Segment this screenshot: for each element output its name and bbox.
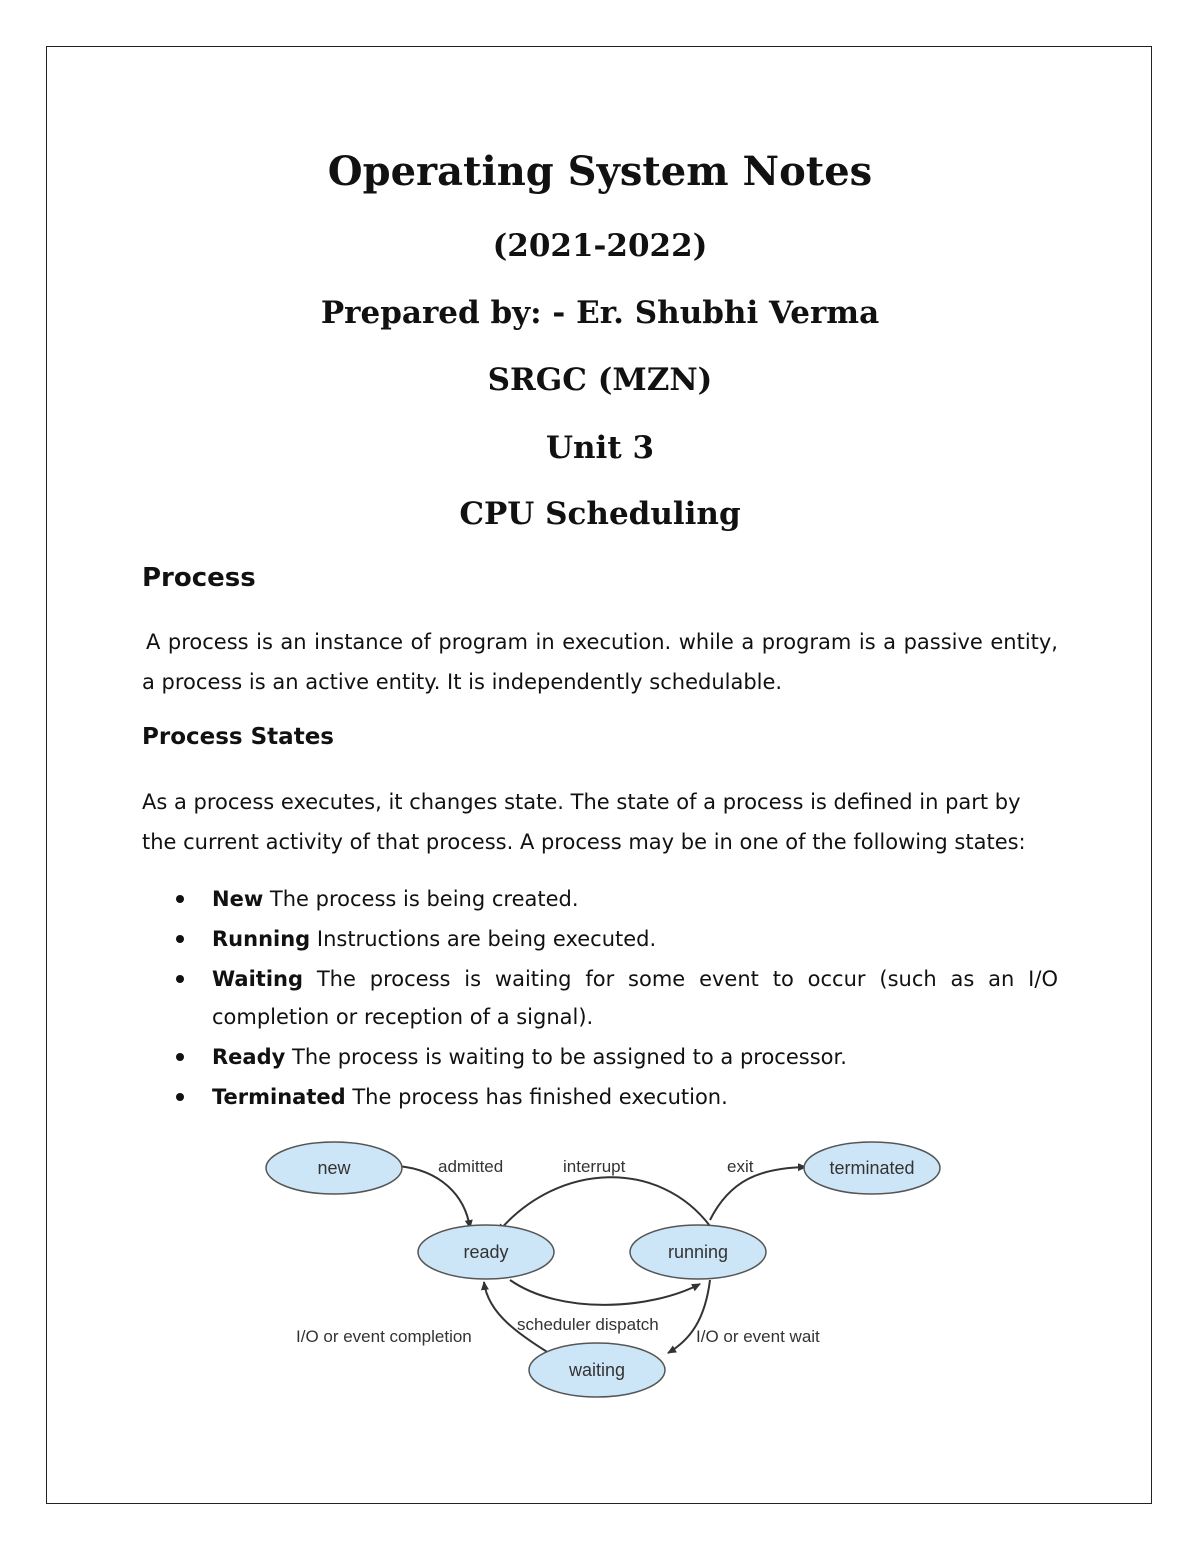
list-item: [176, 960, 1058, 1036]
list-item: [176, 1078, 1058, 1116]
list-item: [176, 880, 1058, 918]
state-term: Terminated: [212, 1085, 346, 1109]
institute: SRGC (MZN): [487, 362, 713, 398]
unit-title: Unit 3: [545, 430, 655, 466]
state-term: Running: [212, 927, 311, 951]
process-heading: Process: [142, 563, 256, 593]
label-exit: exit: [727, 1157, 754, 1176]
label-io-wait: I/O or event wait: [696, 1327, 820, 1346]
bullet-icon: [176, 935, 184, 943]
state-term: Ready: [212, 1045, 286, 1069]
node-new-label: new: [317, 1158, 351, 1178]
process-states-heading: Process States: [142, 724, 334, 750]
list-item: [176, 920, 1058, 958]
topic-title: CPU Scheduling: [459, 496, 741, 532]
process-states-intro: As a process executes, it changes state. The state of a process is defined in part by the current activity of that process. A process may be in one of the following states:: [142, 790, 1026, 854]
state-desc: The process is waiting for some event to occur (such as an I/O completion or reception of a signal).: [212, 967, 1058, 1029]
states-list: [176, 880, 1058, 1118]
bullet-icon: [176, 895, 184, 903]
node-waiting-label: waiting: [568, 1360, 626, 1380]
process-paragraph: A process is an instance of program in execution. while a program is a passive entity, a process is an active entity. It is independently schedulable.: [142, 630, 1058, 694]
label-admitted: admitted: [438, 1157, 504, 1176]
process-state-diagram: [260, 1140, 960, 1410]
state-desc: Instructions are being executed.: [310, 927, 657, 951]
academic-year: (2021-2022): [492, 228, 708, 264]
label-io-completion: I/O or event completion: [296, 1327, 472, 1346]
bullet-icon: [176, 1053, 184, 1061]
edge-exit: [710, 1167, 806, 1220]
edge-scheduler-dispatch: [510, 1280, 700, 1305]
state-term: New: [212, 887, 264, 911]
node-running-label: running: [667, 1242, 729, 1262]
state-desc: The process is being created.: [263, 887, 579, 911]
prepared-by: Prepared by: - Er. Shubhi Verma: [320, 295, 880, 331]
list-item: [176, 1038, 1058, 1076]
node-ready-label: ready: [463, 1242, 509, 1262]
label-interrupt: interrupt: [563, 1157, 626, 1176]
bullet-icon: [176, 975, 184, 983]
edge-interrupt: [498, 1177, 710, 1232]
node-terminated-label: terminated: [829, 1158, 915, 1178]
label-scheduler-dispatch: scheduler dispatch: [517, 1315, 659, 1334]
state-desc: The process has finished execution.: [345, 1085, 728, 1109]
state-term: Waiting: [212, 967, 304, 991]
page-title: Operating System Notes: [327, 148, 873, 195]
state-desc: The process is waiting to be assigned to a processor.: [285, 1045, 847, 1069]
bullet-icon: [176, 1093, 184, 1101]
